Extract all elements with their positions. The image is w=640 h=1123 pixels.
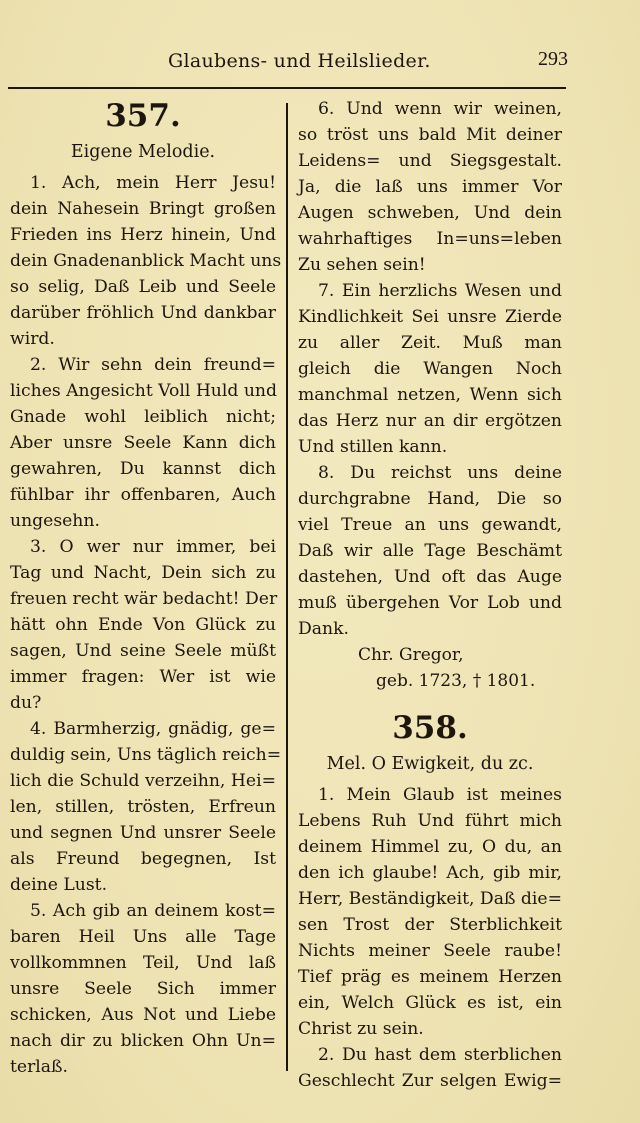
stanza-2 — [298, 1042, 562, 1094]
stanza-line: wird. — [10, 329, 55, 349]
stanza-line: Lebens Ruh Und führt mich — [298, 811, 562, 831]
stanza-line: deine Lust. — [10, 875, 108, 895]
right-column — [298, 96, 562, 1094]
stanza-line: 3. O wer nur immer, bei — [30, 537, 276, 557]
stanza-line: 8. Du reichst uns deine — [318, 463, 562, 483]
stanza-line: Christ zu sein. — [298, 1019, 424, 1039]
stanza-line: sagen, Und seine Seele müßt — [10, 641, 276, 661]
stanza-line: muß übergehen Vor Lob und — [298, 593, 562, 613]
stanza-line: duldig sein, Uns täglich reich= — [10, 745, 282, 765]
header-rule — [8, 87, 566, 89]
author-attribution — [298, 642, 562, 694]
hymn-number-358: 358. — [392, 710, 468, 746]
stanza-line: hätt ohn Ende Von Glück zu — [10, 615, 276, 635]
stanza-line: nach dir zu blicken Ohn Un= — [10, 1031, 276, 1051]
stanza-line: 7. Ein herzlichs Wesen und — [318, 281, 562, 301]
stanza-line: und segnen Und unsrer Seele — [10, 823, 276, 843]
running-title: Glaubens- und Heilslieder. — [168, 50, 431, 72]
stanza-line: deinem Himmel zu, O du, an — [298, 837, 562, 857]
stanza-line: dein Gnadenanblick Macht uns — [10, 251, 282, 271]
hymn-number-357: 357. — [105, 98, 181, 134]
stanza-line: Dank. — [298, 619, 349, 639]
stanza-line: immer fragen: Wer ist wie — [10, 667, 276, 687]
stanza-2 — [10, 352, 276, 534]
stanza-line: gewahren, Du kannst dich — [10, 459, 276, 479]
page-number: 293 — [538, 48, 568, 70]
stanza-line: ein, Welch Glück es ist, ein — [298, 993, 562, 1013]
stanza-line: durchgrabne Hand, Die so — [298, 489, 562, 509]
stanza-line: ungesehn. — [10, 511, 100, 531]
stanza-line: wahrhaftiges In=uns=leben — [298, 229, 562, 249]
stanza-line: terlaß. — [10, 1057, 68, 1077]
stanza-line: schicken, Aus Not und Liebe — [10, 1005, 276, 1025]
stanza-line: Aber unsre Seele Kann dich — [10, 433, 276, 453]
stanza-line: Zu sehen sein! — [298, 255, 426, 275]
stanza-line: Herr, Beständigkeit, Daß die= — [298, 889, 562, 909]
stanza-line: lich die Schuld verzeihn, Hei= — [10, 771, 276, 791]
author-name: Chr. Gregor, — [358, 645, 464, 665]
stanza-line: unsre Seele Sich immer — [10, 979, 276, 999]
stanza-line: Tag und Nacht, Dein sich zu — [10, 563, 276, 583]
stanza-line: Gnade wohl leiblich nicht; — [10, 407, 276, 427]
column-divider — [286, 103, 288, 1071]
stanza-line: so tröst uns bald Mit deiner — [298, 125, 562, 145]
stanza-line: Kindlichkeit Sei unsre Zierde — [298, 307, 562, 327]
stanza-line: dastehen, Und oft das Auge — [298, 567, 562, 587]
stanza-line: Nichts meiner Seele raube! — [298, 941, 562, 961]
stanza-line: 1. Ach, mein Herr Jesu! — [30, 173, 276, 193]
stanza-line: 2. Wir sehn dein freund= — [30, 355, 276, 375]
stanza-line: fühlbar ihr offenbaren, Auch — [10, 485, 276, 505]
stanza-line: 5. Ach gib an deinem kost= — [30, 901, 276, 921]
left-column — [10, 96, 282, 1080]
stanza-line: so selig, Daß Leib und Seele — [10, 277, 276, 297]
stanza-line: freuen recht wär bedacht! Der — [10, 589, 278, 609]
stanza-line: viel Treue an uns gewandt, — [298, 515, 562, 535]
stanza-line: Tief präg es meinem Herzen — [298, 967, 562, 987]
stanza-line: dein Nahesein Bringt großen — [10, 199, 276, 219]
stanza-line: liches Angesicht Voll Huld und — [10, 381, 277, 401]
stanza-5 — [10, 898, 276, 1080]
running-head — [8, 46, 568, 76]
stanza-line: sen Trost der Sterblichkeit — [298, 915, 562, 935]
stanza-line: das Herz nur an dir ergötzen — [298, 411, 562, 431]
stanza-line: gleich die Wangen Noch — [298, 359, 562, 379]
stanza-line: baren Heil Uns alle Tage — [10, 927, 276, 947]
stanza-line: len, stillen, trösten, Erfreun — [10, 797, 276, 817]
stanza-7 — [298, 278, 562, 460]
stanza-1 — [298, 782, 562, 1042]
stanza-line: 2. Du hast dem sterblichen — [318, 1045, 562, 1065]
stanza-line: als Freund begegnen, Ist — [10, 849, 276, 869]
stanza-line: 6. Und wenn wir weinen, — [318, 99, 562, 119]
stanza-line: Ja, die laß uns immer Vor — [298, 177, 562, 197]
melody-line: Mel. O Ewigkeit, du zc. — [326, 754, 534, 774]
stanza-line: manchmal netzen, Wenn sich — [298, 385, 562, 405]
stanza-line: Frieden ins Herz hinein, Und — [10, 225, 276, 245]
stanza-line: darüber fröhlich Und dankbar — [10, 303, 276, 323]
stanza-line: du? — [10, 693, 42, 713]
stanza-line: Und stillen kann. — [298, 437, 448, 457]
stanza-4 — [10, 716, 282, 898]
stanza-8 — [298, 460, 562, 642]
stanza-1 — [10, 170, 282, 352]
stanza-line: zu aller Zeit. Muß man — [298, 333, 562, 353]
stanza-line: 4. Barmherzig, gnädig, ge= — [30, 719, 276, 739]
stanza-6 — [298, 96, 562, 278]
stanza-3 — [10, 534, 276, 716]
stanza-line: Leidens= und Siegsgestalt. — [298, 151, 562, 171]
stanza-line: vollkommnen Teil, Und laß — [10, 953, 276, 973]
stanza-line: den ich glaube! Ach, gib mir, — [298, 863, 562, 883]
spacer — [298, 694, 562, 708]
author-dates: geb. 1723, † 1801. — [376, 671, 536, 691]
stanza-line: Augen schweben, Und dein — [298, 203, 562, 223]
stanza-line: Daß wir alle Tage Beschämt — [298, 541, 562, 561]
melody-line: Eigene Melodie. — [70, 142, 216, 162]
stanza-line: Geschlecht Zur selgen Ewig= — [298, 1071, 562, 1091]
stanza-line: 1. Mein Glaub ist meines — [318, 785, 562, 805]
